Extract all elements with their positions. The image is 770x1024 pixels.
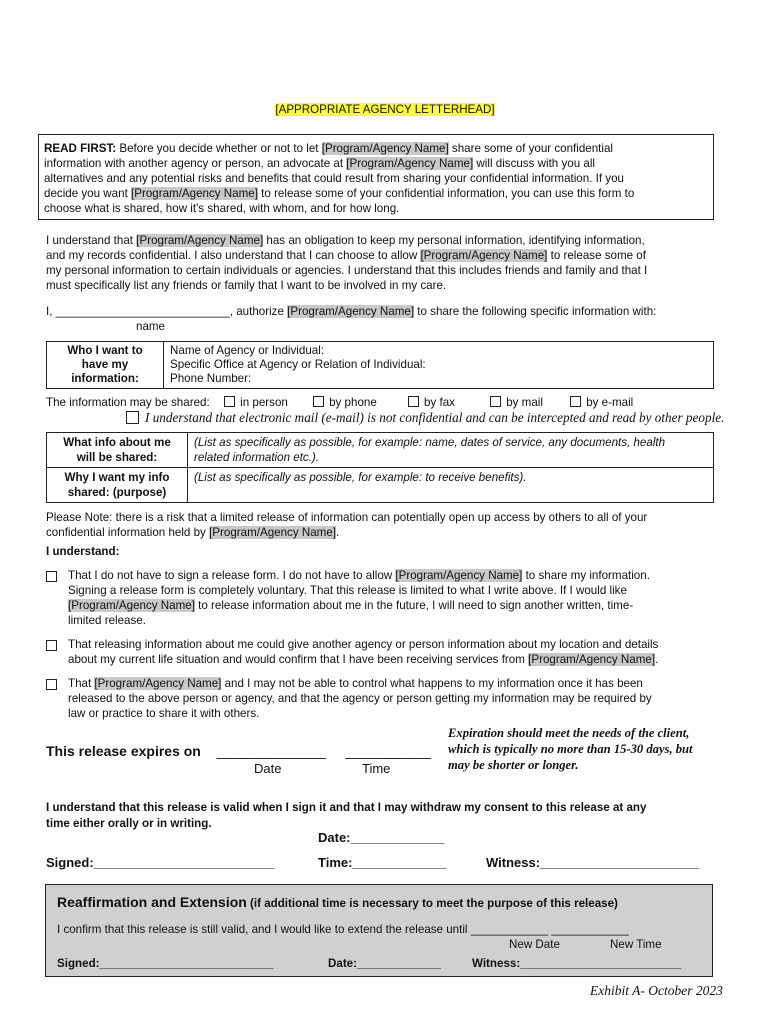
please-note-line2: confidential information held by [Program/Agency Name]. [46, 526, 340, 539]
text-span: Before you decide whether or not to let [116, 142, 322, 155]
agency-name: [Program/Agency Name] [395, 569, 523, 582]
understand-line [46, 278, 446, 293]
who-table [46, 341, 714, 389]
new-date-label: New Date [509, 938, 560, 951]
valid-line2: time either orally or in writing. [46, 817, 212, 830]
checkbox-in-person[interactable] [224, 396, 235, 407]
who-value[interactable]: Name of Agency or Individual: Specific Office at Agency or Relation of Individual: Phone Number: [164, 342, 714, 389]
checkbox-by-fax[interactable] [408, 396, 419, 407]
sign-date-field[interactable]: Date:_____________ [318, 830, 445, 845]
why-info-header: Why I want my info shared: (purpose) [47, 468, 188, 503]
text-span: alternatives and any potential risks and benefits that could result from sharing your confidential information. If you [44, 172, 625, 185]
checkbox-understand-1[interactable] [46, 571, 57, 582]
agency-name: [Program/Agency Name] [346, 157, 474, 170]
email-notice-row: I understand that electronic mail (e-mail) is not confidential and can be intercepted and read by other people. [126, 410, 724, 425]
agency-name: [Program/Agency Name] [209, 526, 336, 539]
text-span: decide you want [44, 187, 132, 200]
understand-item-line [68, 676, 643, 691]
agency-name: [Program/Agency Name] [131, 187, 258, 200]
text-span: That [68, 677, 95, 690]
valid-line1: I understand that this release is valid when I sign it and that I may withdraw my consent to this release at any [46, 801, 647, 814]
reaffirm-title: Reaffirmation and Extension (if additional time is necessary to meet the purpose of this release) [57, 894, 618, 910]
authorize-line: I, ___________________________, authorize [Program/Agency Name] to share the following specific information with: [46, 305, 657, 318]
text-span: . [655, 653, 659, 666]
expire-time-field[interactable]: ___________ [345, 743, 432, 759]
text-span: I understand that [46, 234, 137, 247]
agency-name: [Program/Agency Name] [321, 142, 449, 155]
text-span: law or practice to share it with others. [68, 707, 260, 720]
checkbox-by-phone[interactable] [313, 396, 324, 407]
expire-date-field[interactable]: ______________ [216, 743, 326, 759]
who-header: Who I want to have my information: [47, 342, 164, 389]
understand-line [46, 263, 647, 278]
i-understand-heading: I understand: [46, 545, 120, 558]
text-span: That I do not have to sign a release form. I do not have to allow [68, 569, 396, 582]
read-first-line [44, 171, 624, 186]
read-first-line [44, 201, 399, 216]
text-span: must specifically list any friends or family that I want to be involved in my care. [46, 279, 447, 292]
text-span: share some of your confidential [448, 142, 614, 155]
agency-name: [Program/Agency Name] [528, 653, 656, 666]
agency-name: [Program/Agency Name] [68, 599, 195, 612]
text-span: my personal information to certain individuals or agencies. I understand that this includes friends and family and that I [46, 264, 648, 277]
reaffirm-signed-field[interactable]: Signed:___________________________ [57, 957, 274, 970]
text-span: to release some of your confidential information, you can use this form to [257, 187, 635, 200]
understand-line [46, 248, 646, 263]
what-info-value[interactable]: (List as specifically as possible, for example: name, dates of service, any documents, health related information etc.). [188, 433, 714, 468]
agency-name: [Program/Agency Name] [94, 677, 222, 690]
text-span: to release some of [547, 249, 646, 262]
read-first-line [44, 186, 634, 201]
text-span: choose what is shared, how it's shared, with whom, and for how long. [44, 202, 400, 215]
read-first-line [44, 156, 595, 171]
understand-item-line [68, 568, 650, 583]
sign-time-field[interactable]: Time:_____________ [318, 855, 447, 870]
understand-line [46, 233, 645, 248]
text-span: will discuss with you all [473, 157, 595, 170]
understand-item-line [68, 583, 627, 598]
text-span: has an obligation to keep my personal information, identifying information, [263, 234, 645, 247]
please-note-line1: Please Note: there is a risk that a limited release of information can potentially open up access by others to all of your [46, 511, 648, 524]
understand-item-line [68, 706, 259, 721]
footer-exhibit: Exhibit A- October 2023 [590, 983, 723, 998]
understand-item-line [68, 613, 146, 628]
letterhead: [APPROPRIATE AGENCY LETTERHEAD] [275, 103, 495, 116]
text-span: Signing a release form is completely voluntary. That this release is limited to what I write above. If I would like [68, 584, 627, 597]
agency-name: [Program/Agency Name] [420, 249, 548, 262]
text-span: to release information about me in the future, I will need to sign another written, time- [194, 599, 634, 612]
checkbox-by-email[interactable] [570, 396, 581, 407]
checkbox-understand-3[interactable] [46, 679, 57, 690]
understand-item-line [68, 637, 658, 652]
time-label: Time [362, 761, 391, 776]
signed-field[interactable]: Signed:_________________________ [46, 855, 275, 870]
checkbox-email-acknowledge[interactable] [126, 411, 139, 424]
name-label: name [136, 320, 166, 333]
reaffirm-witness-field[interactable]: Witness:_________________________ [472, 957, 682, 970]
text-span: to share my information. [522, 569, 650, 582]
date-label: Date [254, 761, 282, 776]
agency-name: [Program/Agency Name] [287, 305, 415, 318]
checkbox-by-mail[interactable] [490, 396, 501, 407]
reaffirm-date-field[interactable]: Date:_____________ [328, 957, 441, 970]
understand-item-line [68, 691, 652, 706]
text-span: and I may not be able to control what happens to my information once it has been [221, 677, 643, 690]
text-span: released to the above person or agency, and that the agency or person getting my information may be required by [68, 692, 652, 705]
agency-name: [Program/Agency Name] [136, 234, 264, 247]
read-first-label: READ FIRST: [44, 142, 117, 155]
expires-line: This release expires on ______________ ___________ [46, 743, 432, 759]
shared-by-row: The information may be shared: in person by phone by fax by mail by e-mail [46, 396, 634, 409]
text-span: limited release. [68, 614, 146, 627]
understand-item-line [68, 652, 658, 667]
understand-item-line [68, 598, 633, 613]
checkbox-understand-2[interactable] [46, 640, 57, 651]
text-span: and my records confidential. I also understand that I can choose to allow [46, 249, 421, 262]
text-span: That releasing information about me could give another agency or person information about my location and details [68, 638, 659, 651]
read-first-line [44, 141, 613, 156]
text-span: information with another agency or person, an advocate at [44, 157, 347, 170]
witness-field[interactable]: Witness:______________________ [486, 855, 700, 870]
text-span: about my current life situation and would confirm that I have been receiving services from [68, 653, 529, 666]
what-info-header: What info about me will be shared: [47, 433, 188, 468]
expiration-note: Expiration should meet the needs of the client, which is typically no more than 15-30 days, but may be shorter or longer. [448, 726, 693, 772]
new-time-label: New Time [610, 938, 662, 951]
reaffirm-confirm[interactable]: I confirm that this release is still valid, and I would like to extend the release until ____________ ____________ [57, 923, 629, 936]
why-info-value[interactable]: (List as specifically as possible, for example: to receive benefits). [188, 468, 714, 503]
info-table [46, 432, 714, 503]
